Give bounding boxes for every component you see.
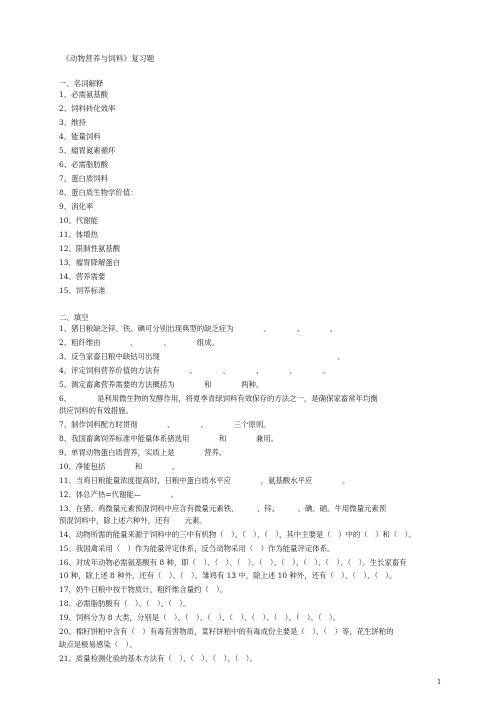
fill-line: 11、当鸡日粮能量浓度提高时，日粮中蛋白质水平应 ，氨基酸水平应 。	[59, 476, 350, 485]
term-item: 6、必需脂肪酸	[59, 160, 109, 169]
term-item: 3、维持	[59, 118, 86, 127]
fill-line: 1、猪日粮缺乏锌、铁、碘可分别出现典型的缺乏症为 、 、 。	[59, 324, 338, 333]
term-item: 11、体增热	[59, 230, 98, 239]
fill-line: 缺点是极易感染（ ）。	[59, 640, 137, 649]
fill-line: 8、我国畜禽饲养标准中能量体系猪选用 和 兼用。	[59, 434, 279, 443]
term-item: 15、饲养标准	[59, 286, 106, 295]
fill-line: 3、反刍家畜日粮中缺钴可出现 。	[59, 352, 345, 361]
fill-line: 15、我国禽采用（ ）作为能量评定体系，反刍动物采用（ ）作为能量评定体系。	[59, 544, 335, 553]
fill-line: 4、评定饲料营养价值的方法有 、 、 、 、 。	[59, 366, 330, 375]
fill-line: 16、对成年动物必需氨基酸有 8 种，即（ ）、（ ）、（ ）、（ ）、（ ）、（ ）、（ ）、（ ）。生长家畜有	[59, 558, 407, 567]
section-heading-fill-blanks: 二、填空	[59, 313, 89, 322]
document-title: 《动物营养与饲料》复习题	[62, 54, 155, 63]
term-item: 5、瘤胃氮素循环	[59, 146, 116, 155]
fill-line: 21、质量检测化验的基本方法有（ ）、（ ）、（ ）、（ ）。	[59, 654, 257, 663]
fill-line: 12、体总产热=代谢能— 。	[59, 490, 179, 499]
fill-line: 预混饲料中，除上述六种外，还有 元素。	[59, 516, 207, 525]
fill-line: 10 种，除上述 8 种外，还有（ ）、（ ）。雏鸡有 13 中，除上述 10 种外，还有（ ）、（ ）、（ ）。	[59, 571, 397, 580]
term-item: 2、饲料转化效率	[59, 104, 116, 113]
term-item: 4、能量饲料	[59, 132, 101, 141]
fill-line: 2、粗纤维由 、 、 组成。	[59, 338, 219, 347]
fill-line: 7、制作饲料配方时贯彻 、 、 三个原则。	[59, 420, 271, 429]
fill-line: 20、棉籽饼粕中含有（ ）有毒有害物质，菜籽饼粕中的有毒成份主要是（ ）、（ ）等，花生饼粕的	[59, 627, 394, 636]
fill-line: 5、测定畜禽营养需要的方法概括为 和 两种。	[59, 380, 264, 389]
fill-line: 19、饲料分为 8 大类，分别是（ ）、（ ）、（ ）、（ ）、（ ）、（ ）、（ ）、（ ）。	[59, 613, 341, 622]
term-item: 1、必需氨基酸	[59, 90, 109, 99]
term-item: 10、代谢能	[59, 216, 98, 225]
fill-line: 9、单胃动物蛋白质营养，实质上是 营养。	[59, 448, 227, 457]
page-number: 1	[437, 678, 442, 686]
fill-line: 14、动物所需的能量来源于饲料中的三中有机物（ ）、（ ）、（ ），其中主要是（ ）中的（ ）和（ ）。	[59, 530, 416, 539]
fill-line: 10、净能包括 和 。	[59, 462, 180, 471]
fill-line: 13、在猪、鸡微量元素预混饲料中应含有微量元素铁、 、锌、 、碘、硒。牛用微量元素预	[59, 504, 387, 513]
fill-line: 6、 是利用微生物的发酵作用，将夏季青绿饲料有效保存的方法之一，是确保家畜常年均衡	[59, 394, 378, 403]
fill-line: 18、必需脂肪酸有（ ）、（ ）、（ ）。	[59, 599, 191, 608]
section-heading-terms: 一、名词解释	[59, 79, 104, 88]
term-item: 14、营养需要	[59, 272, 106, 281]
term-item: 13、瘤胃降解蛋白	[59, 258, 121, 267]
fill-line: 17、奶牛日粮中按干物质计，粗纤维含量约（ ）。	[59, 585, 228, 594]
term-item: 9、消化率	[59, 202, 94, 211]
term-item: 7、蛋白质饲料	[59, 174, 109, 183]
term-item: 12、限制性氨基酸	[59, 244, 121, 253]
term-item: 8、蛋白质生物学价值：	[59, 188, 138, 197]
fill-line: 供应饲料的有效措施。	[59, 406, 133, 415]
